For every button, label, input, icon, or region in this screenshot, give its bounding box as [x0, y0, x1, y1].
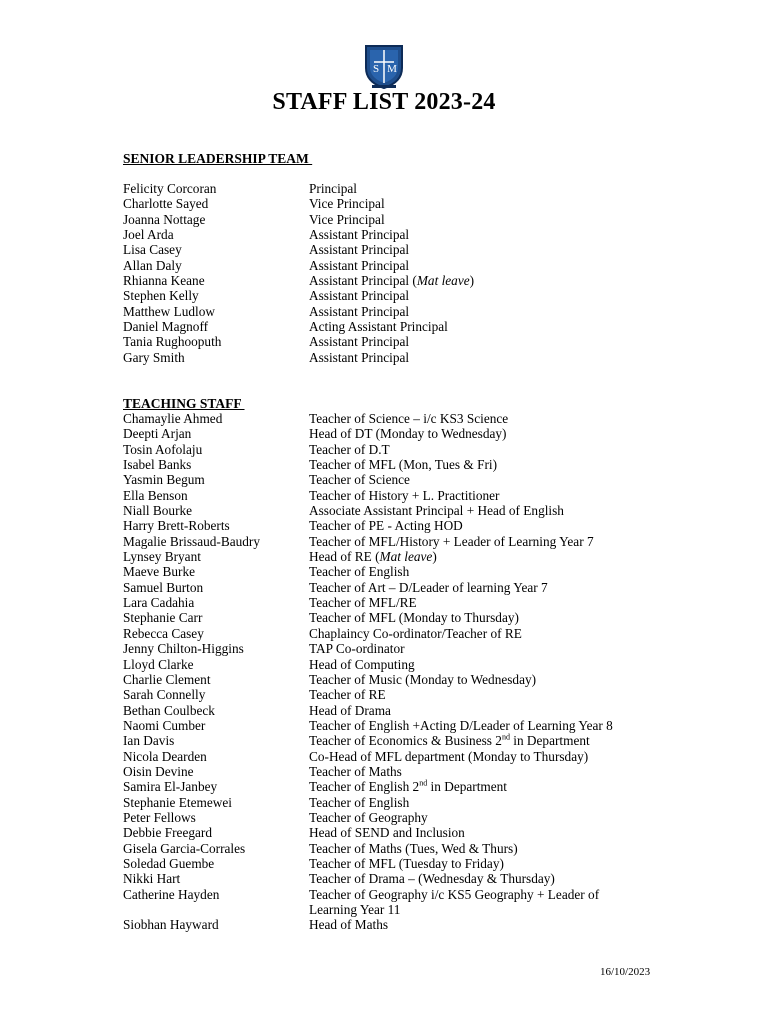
- staff-name: Naomi Cumber: [123, 717, 206, 733]
- staff-name: Allan Daly: [123, 257, 182, 273]
- staff-row: [0, 871, 768, 886]
- staff-role: Teacher of MFL/History + Leader of Learning Year 7: [309, 533, 594, 549]
- staff-role: Teacher of History + L. Practitioner: [309, 487, 500, 503]
- staff-row: [0, 319, 768, 334]
- staff-name: Yasmin Begum: [123, 472, 205, 488]
- staff-name: Stephen Kelly: [123, 288, 199, 304]
- staff-role: Head of SEND and Inclusion: [309, 825, 465, 841]
- staff-name: Jenny Chilton-Higgins: [123, 641, 244, 657]
- staff-row: [0, 518, 768, 533]
- teaching-staff-heading: TEACHING STAFF: [123, 396, 245, 411]
- staff-row: [0, 657, 768, 672]
- staff-role: Teacher of Music (Monday to Wednesday): [309, 671, 537, 687]
- staff-row: [0, 917, 768, 932]
- staff-role: Assistant Principal: [309, 349, 410, 365]
- staff-name: Oisin Devine: [123, 763, 194, 779]
- staff-row: [0, 288, 768, 303]
- staff-row: [0, 733, 768, 748]
- staff-name: Nicola Dearden: [123, 748, 207, 764]
- staff-role: Head of Drama: [309, 702, 391, 718]
- staff-name: Bethan Coulbeck: [123, 702, 215, 718]
- document-date: 16/10/2023: [600, 966, 651, 978]
- staff-name: Sarah Connelly: [123, 687, 206, 703]
- staff-name: Maeve Burke: [123, 564, 195, 580]
- staff-row: [0, 580, 768, 595]
- staff-role: Head of Computing: [309, 656, 415, 672]
- staff-role: Head of RE (Mat leave): [309, 549, 437, 565]
- staff-row: [0, 534, 768, 549]
- staff-role: Teacher of Science: [309, 472, 410, 488]
- staff-role: Teacher of PE - Acting HOD: [309, 518, 463, 534]
- staff-row: [0, 703, 768, 718]
- staff-name: Peter Fellows: [123, 809, 196, 825]
- staff-name: Gary Smith: [123, 349, 185, 365]
- staff-row: [0, 304, 768, 319]
- staff-name: Chamaylie Ahmed: [123, 411, 223, 426]
- staff-role: Teacher of English +Acting D/Leader of Learning Year 8: [309, 717, 613, 733]
- staff-name: Niall Bourke: [123, 503, 193, 519]
- staff-name: Joanna Nottage: [123, 211, 206, 227]
- staff-row: [0, 764, 768, 779]
- staff-role: Co-Head of MFL department (Monday to Thursday): [309, 748, 589, 764]
- staff-name: Magalie Brissaud-Baudry: [123, 533, 261, 549]
- staff-row: [0, 887, 768, 918]
- staff-name: Tania Rughooputh: [123, 334, 222, 350]
- staff-name: Samira El-Janbey: [123, 779, 218, 795]
- staff-name: Ella Benson: [123, 487, 188, 503]
- staff-role: Assistant Principal: [309, 257, 410, 273]
- staff-row: [0, 749, 768, 764]
- staff-name: Lara Cadahia: [123, 595, 195, 611]
- staff-row: [0, 595, 768, 610]
- slt-heading: SENIOR LEADERSHIP TEAM: [123, 151, 313, 166]
- staff-name: Isabel Banks: [123, 457, 192, 473]
- svg-text:S: S: [372, 63, 380, 75]
- staff-role: Teacher of MFL (Mon, Tues & Fri): [309, 457, 498, 473]
- staff-name: Charlotte Sayed: [123, 196, 209, 212]
- staff-name: Stephanie Carr: [123, 610, 203, 626]
- staff-row: [0, 181, 768, 196]
- staff-name: Daniel Magnoff: [123, 319, 209, 335]
- staff-role: Principal: [309, 181, 358, 196]
- staff-name: Lynsey Bryant: [123, 549, 201, 565]
- staff-row: [0, 549, 768, 564]
- staff-role: Associate Assistant Principal + Head of English: [309, 503, 564, 519]
- staff-role: Teacher of Economics & Business 2nd in Department: [309, 732, 590, 749]
- staff-name: Charlie Clement: [123, 671, 211, 687]
- staff-row: [0, 472, 768, 487]
- staff-role: Assistant Principal: [309, 288, 410, 304]
- staff-name: Rebecca Casey: [123, 625, 204, 641]
- staff-role: TAP Co-ordinator: [309, 641, 405, 657]
- staff-row: [0, 610, 768, 625]
- staff-name: Ian Davis: [123, 733, 175, 749]
- staff-name: Nikki Hart: [123, 871, 181, 887]
- staff-row: [0, 841, 768, 856]
- staff-row: [0, 442, 768, 457]
- staff-name: Soledad Guembe: [123, 855, 215, 871]
- staff-row: [0, 687, 768, 702]
- staff-role: Teacher of Maths (Tues, Wed & Thurs): [309, 840, 518, 856]
- staff-name: Rhianna Keane: [123, 273, 205, 289]
- staff-row: [0, 810, 768, 825]
- staff-role: Teacher of English: [309, 564, 410, 580]
- staff-role: Head of Maths: [309, 917, 389, 933]
- staff-name: Tosin Aofolaju: [123, 441, 203, 457]
- staff-row: [0, 718, 768, 733]
- slt-list: [0, 181, 768, 365]
- staff-role: Assistant Principal: [309, 334, 410, 350]
- staff-name: Lisa Casey: [123, 242, 182, 258]
- staff-role: Teacher of Drama – (Wednesday & Thursday): [309, 871, 555, 887]
- staff-row: [0, 242, 768, 257]
- staff-row: [0, 212, 768, 227]
- staff-role: Teacher of MFL/RE: [309, 595, 417, 611]
- staff-role: Vice Principal: [309, 211, 385, 227]
- staff-role: Teacher of Art – D/Leader of learning Year 7: [309, 579, 548, 595]
- staff-role: Head of DT (Monday to Wednesday): [309, 426, 507, 442]
- staff-role: Acting Assistant Principal: [309, 319, 448, 335]
- staff-role: Teacher of Geography: [309, 809, 428, 825]
- staff-name: Lloyd Clarke: [123, 656, 194, 672]
- staff-role: Teacher of Geography i/c KS5 Geography + Leader of Learning Year 11: [309, 886, 600, 917]
- document-title: STAFF LIST 2023-24: [272, 89, 496, 115]
- staff-row: [0, 564, 768, 579]
- staff-row: [0, 672, 768, 687]
- staff-row: [0, 626, 768, 641]
- staff-role: Teacher of Maths: [309, 763, 402, 779]
- staff-row: [0, 457, 768, 472]
- svg-text:M: M: [387, 63, 397, 75]
- staff-role: Teacher of English: [309, 794, 410, 810]
- staff-name: Siobhan Hayward: [123, 917, 219, 933]
- staff-role: Assistant Principal: [309, 227, 410, 243]
- staff-role: Teacher of English 2nd in Department: [309, 778, 507, 795]
- staff-name: Harry Brett-Roberts: [123, 518, 230, 534]
- staff-row: [0, 227, 768, 242]
- staff-row: [0, 503, 768, 518]
- staff-role: Teacher of MFL (Monday to Thursday): [309, 610, 519, 626]
- staff-row: [0, 779, 768, 794]
- staff-role: Teacher of D.T: [309, 441, 390, 457]
- staff-name: Joel Arda: [123, 227, 174, 243]
- staff-row: [0, 426, 768, 441]
- staff-role: Vice Principal: [309, 196, 385, 212]
- staff-role: Chaplaincy Co-ordinator/Teacher of RE: [309, 625, 522, 641]
- staff-name: Catherine Hayden: [123, 886, 220, 902]
- staff-name: Felicity Corcoran: [123, 181, 217, 196]
- staff-role: Teacher of RE: [309, 687, 386, 703]
- staff-name: Matthew Ludlow: [123, 303, 215, 319]
- staff-role: Teacher of MFL (Tuesday to Friday): [309, 855, 504, 871]
- staff-row: [0, 856, 768, 871]
- staff-row: [0, 488, 768, 503]
- staff-row: [0, 795, 768, 810]
- staff-row: [0, 825, 768, 840]
- staff-row: [0, 196, 768, 211]
- staff-name: Gisela Garcia-Corrales: [123, 840, 246, 856]
- staff-name: Deepti Arjan: [123, 426, 192, 442]
- teaching-staff-list: [0, 411, 768, 933]
- staff-role: Assistant Principal: [309, 242, 410, 258]
- staff-row: [0, 641, 768, 656]
- staff-name: Samuel Burton: [123, 579, 204, 595]
- staff-row: [0, 411, 768, 426]
- staff-row: [0, 258, 768, 273]
- staff-name: Debbie Freegard: [123, 825, 212, 841]
- staff-role: Teacher of Science – i/c KS3 Science: [309, 411, 509, 426]
- school-crest-logo: [362, 42, 406, 90]
- staff-row: [0, 273, 768, 288]
- staff-row: [0, 350, 768, 365]
- staff-role: Assistant Principal (Mat leave): [309, 273, 475, 289]
- staff-name: Stephanie Etemewei: [123, 794, 232, 810]
- staff-role: Assistant Principal: [309, 303, 410, 319]
- staff-row: [0, 334, 768, 349]
